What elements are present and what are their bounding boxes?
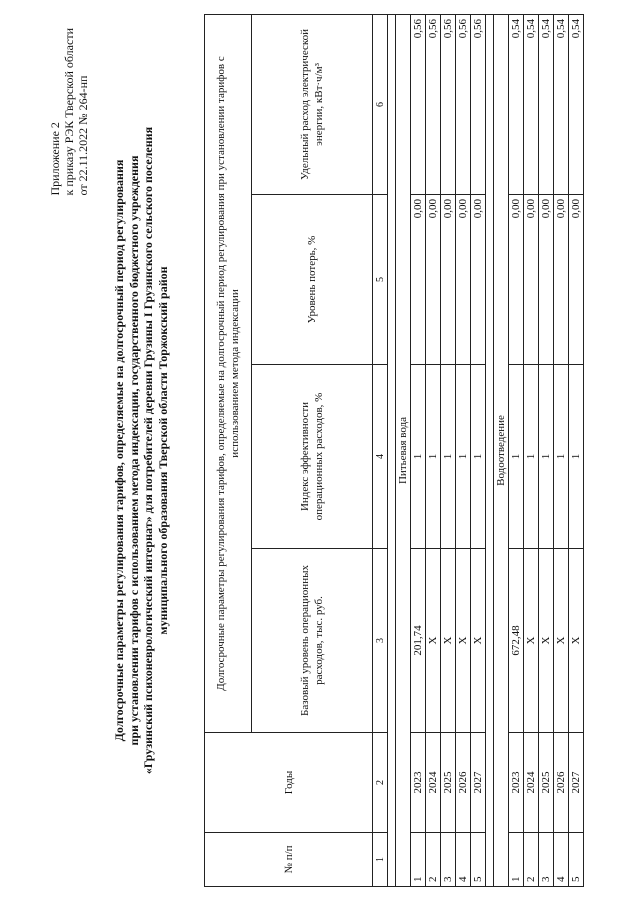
appendix-note (48, 28, 90, 195)
cell-efficiency-index: 1 (569, 365, 584, 549)
cell-no: 3 (441, 833, 456, 887)
cell-loss-level: 0,00 (441, 195, 456, 365)
table-row (524, 14, 539, 886)
cell-no: 5 (569, 833, 584, 887)
cell-base-level: Х (456, 549, 471, 733)
cell-loss-level: 0,00 (554, 195, 569, 365)
cell-year: 2023 (509, 733, 524, 833)
column-header-years: Годы (205, 733, 373, 833)
cell-year: 2026 (554, 733, 569, 833)
cell-year: 2027 (569, 733, 584, 833)
cell-energy-use: 0,54 (554, 14, 569, 194)
cell-efficiency-index: 1 (441, 365, 456, 549)
cell-year: 2026 (456, 733, 471, 833)
tariff-parameters-table (204, 14, 584, 887)
cell-loss-level: 0,00 (539, 195, 554, 365)
table-row (441, 14, 456, 886)
cell-efficiency-index: 1 (456, 365, 471, 549)
cell-base-level: Х (539, 549, 554, 733)
title-line: Долгосрочные параметры регулирования тарифов, определяемые на долгосрочный период регулирования (112, 159, 126, 742)
cell-efficiency-index: 1 (471, 365, 486, 549)
cell-loss-level: 0,00 (569, 195, 584, 365)
cell-loss-level: 0,00 (509, 195, 524, 365)
cell-efficiency-index: 1 (539, 365, 554, 549)
cell-energy-use: 0,56 (426, 14, 441, 194)
appendix-line: Приложение 2 (48, 122, 62, 196)
cell-energy-use: 0,54 (509, 14, 524, 194)
cell-energy-use: 0,54 (524, 14, 539, 194)
cell-efficiency-index: 1 (426, 365, 441, 549)
cell-no: 4 (554, 833, 569, 887)
cell-no: 4 (456, 833, 471, 887)
column-group-header: Долгосрочные параметры регулирования тарифов, определяемые на долгосрочный период регулирования при установлении тарифов с использованием метода индексации (205, 14, 252, 732)
table-spacer (388, 14, 396, 886)
cell-year: 2025 (441, 733, 456, 833)
table-row (569, 14, 584, 886)
cell-year: 2027 (471, 733, 486, 833)
column-number: 5 (373, 195, 388, 365)
cell-efficiency-index: 1 (524, 365, 539, 549)
cell-base-level: Х (426, 549, 441, 733)
cell-year: 2023 (411, 733, 426, 833)
table-row (426, 14, 441, 886)
cell-no: 5 (471, 833, 486, 887)
appendix-line: от 22.11.2022 № 264-нп (76, 75, 90, 196)
cell-base-level: 672,48 (509, 549, 524, 733)
cell-year: 2024 (426, 733, 441, 833)
cell-no: 2 (426, 833, 441, 887)
cell-year: 2024 (524, 733, 539, 833)
column-number: 2 (373, 733, 388, 833)
cell-year: 2025 (539, 733, 554, 833)
table-row (509, 14, 524, 886)
table-spacer (486, 14, 494, 886)
section-row (494, 14, 509, 886)
column-header-efficiency-index: Индекс эффективности операционных расходов, % (252, 365, 373, 549)
cell-no: 3 (539, 833, 554, 887)
table-row (471, 14, 486, 886)
title-line: «Грузинский психоневрологический интернат» для потребителей деревни Грузины I Грузинского сельского поселения (141, 126, 155, 775)
cell-loss-level: 0,00 (411, 195, 426, 365)
column-header-energy-use: Удельный расход электрической энергии, кВт·ч/м³ (252, 14, 373, 194)
cell-base-level: Х (569, 549, 584, 733)
cell-loss-level: 0,00 (524, 195, 539, 365)
document-title (112, 100, 170, 801)
cell-base-level: 201,74 (411, 549, 426, 733)
cell-loss-level: 0,00 (456, 195, 471, 365)
cell-no: 1 (509, 833, 524, 887)
title-line: муниципального образования Тверской области Торжокский район (155, 266, 170, 635)
column-number: 3 (373, 549, 388, 733)
section-title-wastewater: Водоотведение (494, 14, 509, 886)
cell-base-level: Х (471, 549, 486, 733)
cell-no: 1 (411, 833, 426, 887)
cell-energy-use: 0,56 (411, 14, 426, 194)
table-row (456, 14, 471, 886)
column-header-base-level: Базовый уровень операционных расходов, тыс. руб. (252, 549, 373, 733)
cell-base-level: Х (554, 549, 569, 733)
column-number: 4 (373, 365, 388, 549)
cell-loss-level: 0,00 (426, 195, 441, 365)
title-line: при установлении тарифов с использованием метода индексации, государственного бюджетного учреждения (126, 155, 141, 746)
cell-energy-use: 0,56 (456, 14, 471, 194)
column-header-no: № п/п (205, 833, 373, 887)
cell-base-level: Х (441, 549, 456, 733)
cell-energy-use: 0,56 (441, 14, 456, 194)
cell-no: 2 (524, 833, 539, 887)
cell-energy-use: 0,54 (539, 14, 554, 194)
table-row (411, 14, 426, 886)
cell-efficiency-index: 1 (509, 365, 524, 549)
column-header-loss-level: Уровень потерь, % (252, 195, 373, 365)
appendix-line: к приказу РЭК Тверской области (62, 28, 76, 196)
table-row (554, 14, 569, 886)
column-number: 6 (373, 14, 388, 194)
cell-energy-use: 0,56 (471, 14, 486, 194)
cell-efficiency-index: 1 (411, 365, 426, 549)
section-row (396, 14, 411, 886)
table-row (539, 14, 554, 886)
column-number-row (373, 14, 388, 886)
cell-energy-use: 0,54 (569, 14, 584, 194)
table-body (373, 14, 584, 886)
section-title-drinking-water: Питьевая вода (396, 14, 411, 886)
cell-efficiency-index: 1 (554, 365, 569, 549)
cell-loss-level: 0,00 (471, 195, 486, 365)
column-number: 1 (373, 833, 388, 887)
cell-base-level: Х (524, 549, 539, 733)
